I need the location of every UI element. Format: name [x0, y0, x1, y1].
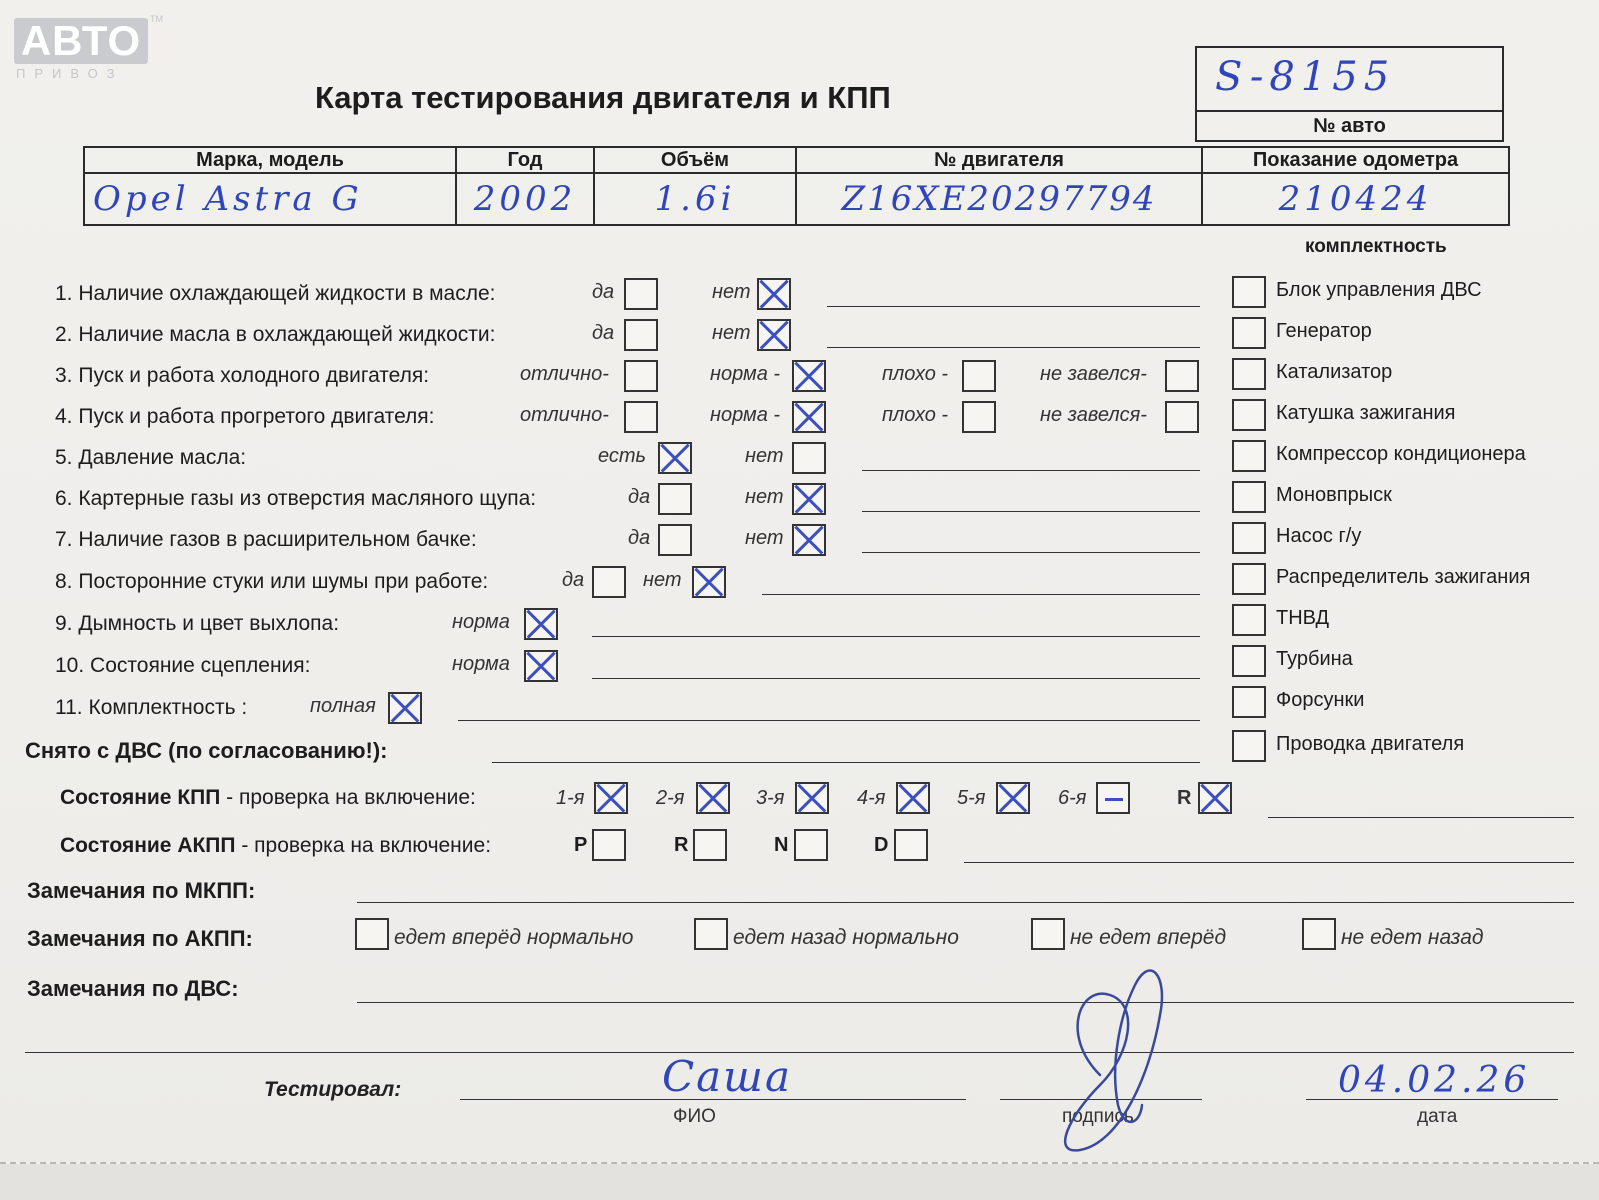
question-text: Наличие охлаждающей жидкости в масле:: [78, 282, 496, 305]
akpp-p-checkbox[interactable]: [592, 829, 626, 861]
gear-2-checkbox[interactable]: [696, 782, 730, 814]
komplekt-label: Блок управления ДВС: [1276, 279, 1482, 301]
question-3: [55, 364, 429, 388]
option-label: норма: [452, 653, 510, 675]
year-label: Год: [456, 147, 594, 173]
engine-number-label: № двигателя: [796, 147, 1202, 173]
q11-notes-line[interactable]: [458, 720, 1200, 721]
question-number: 11.: [55, 696, 83, 719]
q11-full-checkbox[interactable]: [388, 692, 422, 724]
q4-not-started-checkbox[interactable]: [1165, 401, 1199, 433]
akpp-remarks-label: Замечания по АКПП:: [27, 926, 253, 951]
komplekt-checkbox-wiring[interactable]: [1232, 730, 1266, 762]
q6-no-checkbox[interactable]: [792, 483, 826, 515]
akpp-mode-label: R: [674, 834, 689, 856]
komplekt-checkbox-generator[interactable]: [1232, 317, 1266, 349]
q4-excellent-checkbox[interactable]: [624, 401, 658, 433]
q8-yes-checkbox[interactable]: [592, 566, 626, 598]
option-label: норма: [452, 611, 510, 633]
q5-notes-line[interactable]: [862, 470, 1200, 471]
akpp-notes-line[interactable]: [964, 862, 1574, 863]
engine-number-field[interactable]: [796, 173, 1202, 225]
akpp-no-forward-checkbox[interactable]: [1031, 918, 1065, 950]
gear-1-checkbox[interactable]: [594, 782, 628, 814]
logo-trademark: TM: [150, 14, 163, 24]
q1-notes-line[interactable]: [827, 306, 1200, 307]
akpp-d-checkbox[interactable]: [894, 829, 928, 861]
gear-3-checkbox[interactable]: [795, 782, 829, 814]
option-label: есть: [598, 445, 647, 467]
komplekt-label: Форсунки: [1276, 689, 1365, 711]
q2-no-checkbox[interactable]: [757, 319, 791, 351]
akpp-n-checkbox[interactable]: [794, 829, 828, 861]
gear-label: 1-я: [556, 787, 585, 809]
option-label: нет: [643, 569, 682, 591]
akpp-remark-label: едет назад нормально: [733, 926, 959, 949]
question-2: [55, 323, 495, 347]
option-label: да: [592, 322, 615, 344]
kpp-label-rest: - проверка на включение:: [220, 786, 476, 809]
akpp-label: [60, 834, 491, 858]
question-text: Посторонние стуки или шумы при работе:: [78, 570, 489, 593]
odometer-label: Показание одометра: [1202, 147, 1509, 173]
option-label: отлично-: [520, 404, 609, 426]
make-model-field[interactable]: [84, 173, 456, 225]
dvs-remarks-line-2[interactable]: [25, 1052, 1574, 1053]
kpp-notes-line[interactable]: [1268, 817, 1574, 818]
option-label: не завелся-: [1040, 404, 1147, 426]
question-number: 2.: [55, 323, 73, 346]
gear-5-checkbox[interactable]: [996, 782, 1030, 814]
gear-label: 6-я: [1058, 787, 1087, 809]
q4-bad-checkbox[interactable]: [962, 401, 996, 433]
komplekt-header: комплектность: [1305, 236, 1447, 257]
question-number: 9.: [55, 612, 73, 635]
dvs-remarks-line[interactable]: [357, 1002, 1574, 1003]
komplekt-checkbox-ps-pump[interactable]: [1232, 522, 1266, 554]
question-number: 4.: [55, 405, 73, 428]
q7-yes-checkbox[interactable]: [658, 524, 692, 556]
question-10: [55, 654, 310, 678]
kpp-label: [60, 786, 476, 810]
option-label: не завелся-: [1040, 363, 1147, 385]
question-text: Наличие газов в расширительном бачке:: [78, 528, 477, 551]
gear-label: 3-я: [756, 787, 785, 809]
q4-normal-checkbox[interactable]: [792, 401, 826, 433]
q8-notes-line[interactable]: [762, 594, 1200, 595]
akpp-remark-label: едет вперёд нормально: [394, 926, 634, 949]
question-4: [55, 405, 435, 429]
q7-no-checkbox[interactable]: [792, 524, 826, 556]
kpp-label-bold: Состояние КПП: [60, 786, 221, 809]
komplekt-checkbox-monoinjection[interactable]: [1232, 481, 1266, 513]
volume-value: 1.6i: [654, 179, 736, 219]
q3-bad-checkbox[interactable]: [962, 360, 996, 392]
question-number: 6.: [55, 487, 73, 510]
option-label: да: [592, 281, 615, 303]
komplekt-checkbox-ecu[interactable]: [1232, 276, 1266, 308]
volume-field[interactable]: [594, 173, 796, 225]
q1-no-checkbox[interactable]: [757, 278, 791, 310]
removed-label: Снято с ДВС (по согласованию!):: [25, 738, 388, 763]
mkpp-remarks-label: Замечания по МКПП:: [27, 878, 256, 903]
gear-r-checkbox[interactable]: [1198, 782, 1232, 814]
year-field[interactable]: [456, 173, 594, 225]
gear-label: 5-я: [957, 787, 986, 809]
auto-number-value: S-8155: [1215, 54, 1396, 100]
option-label: плохо -: [882, 404, 949, 426]
option-label: да: [628, 527, 651, 549]
question-9: [55, 612, 339, 636]
komplekt-label: ТНВД: [1276, 607, 1330, 629]
signature-mark: [1040, 955, 1190, 1165]
komplekt-checkbox-catalyst[interactable]: [1232, 358, 1266, 390]
komplekt-label: Проводка двигателя: [1276, 733, 1465, 755]
question-text: Дымность и цвет выхлопа:: [78, 612, 340, 635]
mkpp-remarks-line[interactable]: [357, 902, 1574, 903]
komplekt-checkbox-distributor[interactable]: [1232, 563, 1266, 595]
komplekt-label: Компрессор кондиционера: [1276, 443, 1526, 465]
question-11: [55, 696, 247, 720]
option-label: отлично-: [520, 363, 609, 385]
engine-number-value: Z16XE20297794: [841, 179, 1157, 219]
question-number: 8.: [55, 570, 73, 593]
akpp-label-bold: Состояние АКПП: [60, 834, 236, 857]
komplekt-checkbox-tnvd[interactable]: [1232, 604, 1266, 636]
q6-notes-line[interactable]: [862, 511, 1200, 512]
question-number: 1.: [55, 282, 73, 305]
akpp-remark-label: не едет вперёд: [1070, 926, 1227, 949]
page-title: Карта тестирования двигателя и КПП: [315, 80, 891, 115]
akpp-mode-label: D: [874, 834, 889, 856]
gear-label: 4-я: [857, 787, 886, 809]
komplekt-checkbox-turbo[interactable]: [1232, 645, 1266, 677]
akpp-label-rest: - проверка на включение:: [235, 834, 492, 857]
logo: [14, 18, 148, 64]
gear-6-checkbox[interactable]: [1096, 782, 1130, 814]
option-label: нет: [712, 281, 751, 303]
akpp-mode-label: N: [774, 834, 789, 856]
date-label: дата: [1417, 1106, 1458, 1127]
question-text: Давление масла:: [78, 446, 247, 469]
option-label: нет: [745, 486, 784, 508]
option-label: да: [562, 569, 585, 591]
auto-number-cell[interactable]: [1197, 48, 1502, 112]
option-label: нет: [745, 445, 784, 467]
komplekt-checkbox-ac-compressor[interactable]: [1232, 440, 1266, 472]
q2-yes-checkbox[interactable]: [624, 319, 658, 351]
q5-yes-checkbox[interactable]: [658, 442, 692, 474]
odometer-field[interactable]: [1202, 173, 1509, 225]
q5-no-checkbox[interactable]: [792, 442, 826, 474]
removed-line[interactable]: [492, 762, 1200, 763]
option-label: норма -: [710, 363, 781, 385]
q9-normal-checkbox[interactable]: [524, 608, 558, 640]
make-model-value: Opel Astra G: [93, 179, 363, 219]
option-label: да: [628, 486, 651, 508]
date-value: 04.02.26: [1338, 1060, 1531, 1101]
year-value: 2002: [473, 179, 577, 219]
akpp-mode-label: P: [574, 834, 588, 856]
question-7: [55, 528, 477, 552]
akpp-no-reverse-checkbox[interactable]: [1302, 918, 1336, 950]
gear-label: 2-я: [656, 787, 685, 809]
komplekt-label: Распределитель зажигания: [1276, 566, 1531, 588]
question-text: Состояние сцепления:: [90, 654, 311, 677]
komplekt-checkbox-injectors[interactable]: [1232, 686, 1266, 718]
volume-label: Объём: [594, 147, 796, 173]
odometer-value: 210424: [1278, 179, 1433, 219]
car-info-table: [83, 146, 1510, 226]
q9-notes-line[interactable]: [592, 636, 1200, 637]
option-label: нет: [712, 322, 751, 344]
question-number: 3.: [55, 364, 73, 387]
fio-value: Саша: [662, 1052, 793, 1101]
question-text: Наличие масла в охлаждающей жидкости:: [78, 323, 496, 346]
q2-notes-line[interactable]: [827, 347, 1200, 348]
question-number: 5.: [55, 446, 73, 469]
fio-label: ФИО: [673, 1106, 716, 1127]
question-number: 7.: [55, 528, 73, 551]
question-text: Пуск и работа холодного двигателя:: [78, 364, 430, 387]
logo-subtitle: ПРИВОЗ: [16, 66, 124, 81]
akpp-remark-label: не едет назад: [1341, 926, 1484, 949]
option-label: полная: [310, 695, 376, 717]
question-6: [55, 487, 536, 511]
q8-no-checkbox[interactable]: [692, 566, 726, 598]
auto-number-label: № авто: [1313, 115, 1386, 137]
komplekt-label: Катализатор: [1276, 361, 1393, 383]
logo-brand: АВТО: [20, 17, 142, 64]
option-label: норма -: [710, 404, 781, 426]
q3-not-started-checkbox[interactable]: [1165, 360, 1199, 392]
question-5: [55, 446, 246, 470]
akpp-forward-ok-checkbox[interactable]: [355, 918, 389, 950]
q7-notes-line[interactable]: [862, 552, 1200, 553]
komplekt-checkbox-coil[interactable]: [1232, 399, 1266, 431]
make-model-label: Марка, модель: [84, 147, 456, 173]
q3-excellent-checkbox[interactable]: [624, 360, 658, 392]
gear-label: R: [1177, 787, 1192, 809]
q10-notes-line[interactable]: [592, 678, 1200, 679]
question-text: Комплектность :: [88, 696, 248, 719]
question-number: 10.: [55, 654, 85, 677]
question-1: [55, 282, 495, 306]
signature-label: подпись: [1062, 1106, 1134, 1127]
komplekt-label: Насос г/у: [1276, 525, 1362, 547]
komplekt-label: Моновпрыск: [1276, 484, 1392, 506]
dvs-remarks-label: Замечания по ДВС:: [27, 976, 239, 1001]
option-label: плохо -: [882, 363, 949, 385]
komplekt-label: Турбина: [1276, 648, 1353, 670]
q10-normal-checkbox[interactable]: [524, 650, 558, 682]
question-text: Картерные газы из отверстия масляного щупа:: [78, 487, 537, 510]
option-label: нет: [745, 527, 784, 549]
auto-number-box: [1195, 46, 1504, 142]
q3-normal-checkbox[interactable]: [792, 360, 826, 392]
q6-yes-checkbox[interactable]: [658, 483, 692, 515]
question-text: Пуск и работа прогретого двигателя:: [78, 405, 435, 428]
komplekt-label: Генератор: [1276, 320, 1372, 342]
tested-label: Тестировал:: [264, 1078, 402, 1101]
q1-yes-checkbox[interactable]: [624, 278, 658, 310]
akpp-reverse-ok-checkbox[interactable]: [694, 918, 728, 950]
question-8: [55, 570, 488, 594]
akpp-r-checkbox[interactable]: [693, 829, 727, 861]
komplekt-label: Катушка зажигания: [1276, 402, 1456, 424]
gear-4-checkbox[interactable]: [896, 782, 930, 814]
